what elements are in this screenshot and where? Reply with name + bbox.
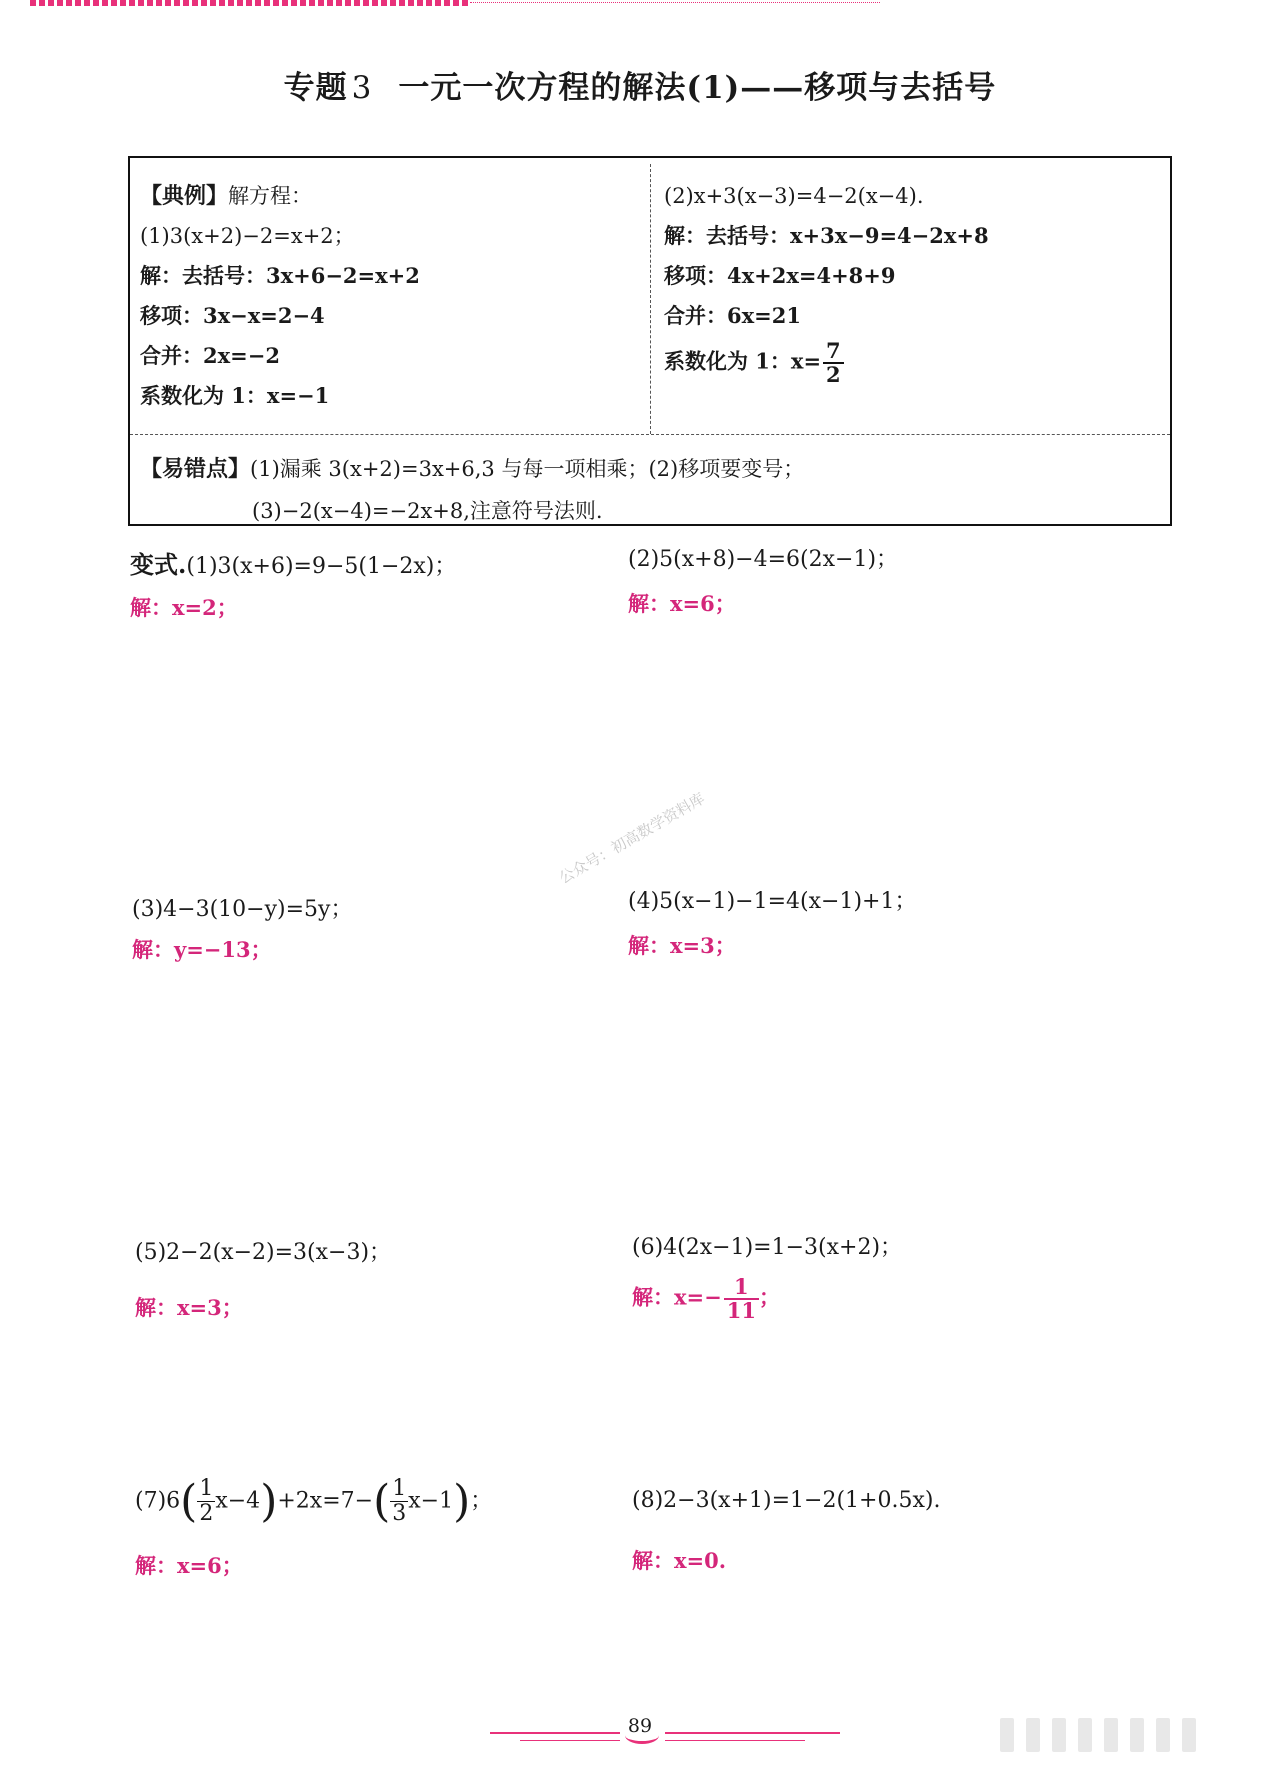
scan-bar bbox=[1078, 1718, 1092, 1752]
fraction-numerator: 1 bbox=[724, 1276, 759, 1300]
book-icon bbox=[625, 1727, 659, 1744]
variant-answer-2: 解：x=6； bbox=[628, 591, 736, 616]
scan-bar bbox=[1026, 1718, 1040, 1752]
q7-fraction-2 bbox=[390, 1477, 408, 1526]
variant-question-2: (2)5(x+8)−4=6(2x−1)； bbox=[628, 547, 899, 572]
example-1-step: 系数化为 1：x=−1 bbox=[140, 383, 330, 408]
top-decoration-line bbox=[470, 2, 880, 3]
variant-answer-6 bbox=[632, 1276, 780, 1322]
fraction-denominator: 2 bbox=[199, 1501, 214, 1526]
fraction-denominator: 2 bbox=[826, 362, 841, 387]
answer-6-fraction bbox=[724, 1276, 759, 1322]
example-2-step: 合并：6x=21 bbox=[664, 303, 801, 328]
pitfall-text-1: (1)漏乘 3(x+2)=3x+6,3 与每一项相乘；(2)移项要变号； bbox=[250, 457, 805, 481]
footer-line-right-thin bbox=[665, 1740, 805, 1741]
title-prefix: 专题 bbox=[283, 70, 348, 106]
left-paren: ( bbox=[180, 1476, 198, 1527]
page-number: 89 bbox=[627, 1715, 653, 1737]
q7-mid-2: +2x=7− bbox=[277, 1488, 374, 1514]
scan-bar bbox=[1104, 1718, 1118, 1752]
q7-end: ； bbox=[470, 1488, 493, 1514]
pitfall-line-2: (3)−2(x−4)=−2x+8,注意符号法则. bbox=[252, 499, 603, 523]
footer-line-left bbox=[490, 1732, 620, 1734]
title-main: 一元一次方程的解法(1)——移项与去括号 bbox=[398, 70, 997, 106]
scan-bar bbox=[1156, 1718, 1170, 1752]
variant-answer-1: 解：x=2； bbox=[130, 595, 238, 620]
variant-question-1 bbox=[130, 545, 456, 580]
answer-6-prefix: 解：x=− bbox=[632, 1284, 722, 1310]
scan-bar bbox=[1052, 1718, 1066, 1752]
footer-line-right bbox=[665, 1732, 840, 1734]
example-2-step: 移项：4x+2x=4+8+9 bbox=[664, 263, 896, 288]
example-right-column bbox=[664, 176, 1164, 386]
watermark: 公众号：初高数学资料库 bbox=[556, 789, 708, 888]
example-problem-1: (1)3(x+2)−2=x+2； bbox=[140, 224, 355, 248]
variant-question-5: (5)2−2(x−2)=3(x−3)； bbox=[135, 1240, 392, 1265]
example-left-column bbox=[140, 176, 640, 416]
example-1-step: 解：去括号：3x+6−2=x+2 bbox=[140, 263, 420, 288]
variant-answer-7: 解：x=6； bbox=[135, 1553, 243, 1578]
example-box bbox=[128, 156, 1172, 526]
title-number: 3 bbox=[351, 70, 373, 106]
variant-answer-3: 解：y=−13； bbox=[132, 937, 272, 962]
variant-answer-8: 解：x=0. bbox=[632, 1548, 727, 1573]
example-intro: 解方程： bbox=[228, 184, 313, 208]
footer-line-left-thin bbox=[520, 1740, 620, 1741]
variants-label: 变式. bbox=[130, 550, 187, 579]
example-2-final bbox=[664, 340, 1164, 386]
fraction-denominator: 11 bbox=[726, 1298, 756, 1323]
scan-bar bbox=[1182, 1718, 1196, 1752]
variant-question-8: (8)2−3(x+1)=1−2(1+0.5x). bbox=[632, 1488, 941, 1513]
scan-bar bbox=[1000, 1718, 1014, 1752]
q7-lead: (7)6 bbox=[135, 1488, 181, 1514]
variant-question-6: (6)4(2x−1)=1−3(x+2)； bbox=[632, 1235, 903, 1260]
variant-question-7 bbox=[135, 1476, 492, 1527]
pitfall-label: 【易错点】 bbox=[140, 456, 251, 482]
top-decoration-bar bbox=[30, 0, 470, 6]
example-label: 【典例】 bbox=[140, 183, 229, 209]
fraction-numerator: 1 bbox=[392, 1476, 407, 1501]
answer-6-suffix: ； bbox=[758, 1284, 780, 1310]
example-1-step: 合并：2x=−2 bbox=[140, 343, 280, 368]
fraction-numerator: 7 bbox=[823, 340, 844, 364]
variant-question-4: (4)5(x−1)−1=4(x−1)+1； bbox=[628, 889, 917, 914]
pitfall-section bbox=[140, 448, 1160, 532]
right-paren: ) bbox=[453, 1476, 471, 1527]
q7-fraction-1 bbox=[197, 1477, 215, 1526]
example-2-step: 解：去括号：x+3x−9=4−2x+8 bbox=[664, 223, 989, 248]
example-header bbox=[140, 176, 640, 216]
fraction-numerator: 1 bbox=[199, 1476, 214, 1501]
example-2-final-prefix: 系数化为 1：x= bbox=[664, 348, 822, 374]
variant-answer-5: 解：x=3； bbox=[135, 1295, 243, 1320]
left-paren: ( bbox=[373, 1476, 391, 1527]
scan-bar bbox=[1130, 1718, 1144, 1752]
question-text: (1)3(x+6)=9−5(1−2x)； bbox=[186, 554, 457, 579]
page-title bbox=[0, 62, 1280, 107]
q7-mid-1: x−4 bbox=[215, 1488, 261, 1514]
example-2-fraction bbox=[823, 340, 844, 386]
right-paren: ) bbox=[260, 1476, 278, 1527]
example-column-divider bbox=[650, 164, 651, 434]
q7-mid-3: x−1 bbox=[408, 1488, 454, 1514]
example-row-divider bbox=[130, 434, 1170, 435]
example-problem-2: (2)x+3(x−3)=4−2(x−4). bbox=[664, 184, 924, 208]
example-1-step: 移项：3x−x=2−4 bbox=[140, 303, 325, 328]
variant-question-3: (3)4−3(10−y)=5y； bbox=[132, 897, 353, 922]
fraction-denominator: 3 bbox=[392, 1501, 407, 1526]
variant-answer-4: 解：x=3； bbox=[628, 933, 736, 958]
pitfall-line-1 bbox=[140, 448, 1160, 490]
scan-artifact-bars bbox=[1000, 1718, 1208, 1756]
